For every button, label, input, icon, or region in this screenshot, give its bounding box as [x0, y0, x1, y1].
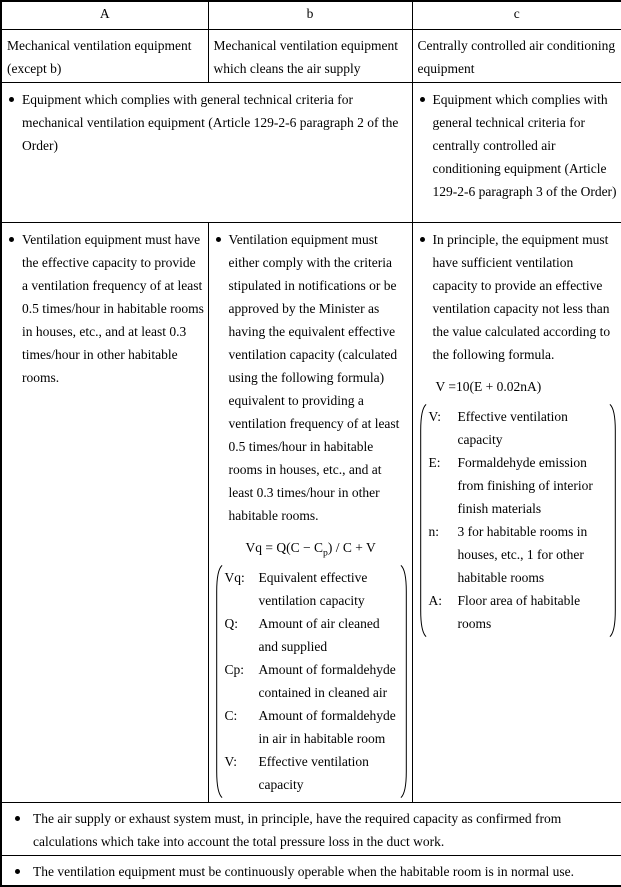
requirement-cell-c	[412, 222, 621, 802]
header-cell-c: c	[412, 1, 621, 29]
bullet-icon	[15, 816, 20, 821]
criteria-cell-ab	[1, 82, 412, 222]
header-cell-b: b	[208, 1, 412, 29]
equipment-type-a	[1, 29, 208, 82]
bullet-icon	[420, 97, 425, 102]
requirement-b-text: Ventilation equipment must either comply with the criteria stipulated in notifications or be approved by the Minister as having the equivalent effective ventilation capacity (calculated using the following formula) equivalent to providing a ventilation frequency of at least 0.5 times/hour in habitable rooms in houses, etc., and at least 0.3 times/hour in other habitable rooms.	[228, 231, 400, 523]
formula-vq-subscript: p	[322, 547, 328, 559]
requirement-c-paragraph	[418, 225, 619, 366]
requirement-a-paragraph	[7, 225, 205, 389]
legend-c-row: E: Formaldehyde emission from finishing of interior finish materials	[428, 454, 593, 516]
equipment-type-b	[208, 29, 412, 82]
requirement-cell-a	[1, 222, 208, 802]
criteria-c-text: Equipment which complies with general technical criteria for centrally controlled air conditioning equipment (Article 129-2-6 paragraph 3 of the Order)	[432, 91, 617, 199]
formula-vq: $Vq = Q(C - C_p) / C + V$	[245, 539, 376, 559]
criteria-ab-text: Equipment which complies with general technical criteria for mechanical ventilation equipment (Article 129-2-6 paragraph 2 of the Order)	[22, 91, 399, 153]
requirement-cell-b	[208, 222, 412, 802]
legend-c-row: n: 3 for habitable rooms in houses, etc., 1 for other habitable rooms	[428, 523, 588, 585]
legend-c-row: V: Effective ventilation capacity	[428, 408, 568, 447]
left-bracket-icon	[214, 563, 223, 800]
operation-note-row	[1, 855, 621, 886]
legend-b-row: Q: Amount of air cleaned and supplied	[224, 615, 380, 654]
requirement-a-text: Ventilation equipment must have the effective capacity to provide a ventilation frequency of at least 0.5 times/hour in habitable rooms in houses, etc., and at least 0.3 times/hour in other habitable rooms.	[22, 231, 204, 385]
legend-c	[418, 402, 619, 639]
equipment-type-row	[1, 29, 621, 82]
criteria-ab-paragraph	[7, 85, 409, 157]
bullet-icon	[9, 97, 14, 102]
duct-note-text: The air supply or exhaust system must, in principle, have the required capacity as confirmed from calculations which take into account the total pressure loss in the duct work.	[33, 810, 562, 849]
legend-b	[214, 563, 409, 800]
criteria-cell-c	[412, 82, 621, 222]
equipment-type-b-text: Mechanical ventilation equipment which cleans the air supply	[213, 37, 398, 76]
criteria-row	[1, 82, 621, 222]
duct-note-cell	[1, 802, 621, 855]
criteria-c-paragraph	[418, 85, 619, 203]
bullet-icon	[15, 869, 20, 874]
bullet-icon	[420, 237, 425, 242]
duct-note-paragraph	[7, 805, 618, 853]
operation-note-paragraph	[7, 858, 618, 883]
operation-note-cell	[1, 855, 621, 886]
formula-v: V =10(E + 0.02nA)	[435, 378, 542, 394]
legend-b-row: Vq: Equivalent effective ventilation capacity	[224, 569, 368, 608]
header-cell-a: A	[1, 1, 208, 29]
bullet-icon	[216, 237, 221, 242]
legend-b-row: V: Effective ventilation capacity	[224, 753, 369, 792]
bullet-icon	[9, 237, 14, 242]
legend-b-row: Cp: Amount of formaldehyde contained in cleaned air	[224, 661, 396, 700]
legend-b-row: C: Amount of formaldehyde in air in habitable room	[224, 707, 396, 746]
header-row	[1, 1, 621, 29]
legend-c-row: A: Floor area of habitable rooms	[428, 592, 581, 631]
capacity-requirements-row	[1, 222, 621, 802]
duct-note-row	[1, 802, 621, 855]
equipment-type-c-text: Centrally controlled air conditioning equipment	[417, 37, 616, 76]
equipment-type-a-text: Mechanical ventilation equipment (except b)	[7, 37, 192, 76]
requirement-b-paragraph	[214, 225, 409, 527]
right-bracket-icon	[400, 563, 409, 800]
right-bracket-icon	[609, 402, 618, 639]
requirement-c-text: In principle, the equipment must have sufficient ventilation capacity to provide an effective ventilation capacity not less than the value calculated according to the following formula.	[432, 231, 611, 362]
equipment-type-c	[412, 29, 621, 82]
left-bracket-icon	[418, 402, 427, 639]
operation-note-text: The ventilation equipment must be continuously operable when the habitable room is in normal use.	[33, 863, 575, 879]
